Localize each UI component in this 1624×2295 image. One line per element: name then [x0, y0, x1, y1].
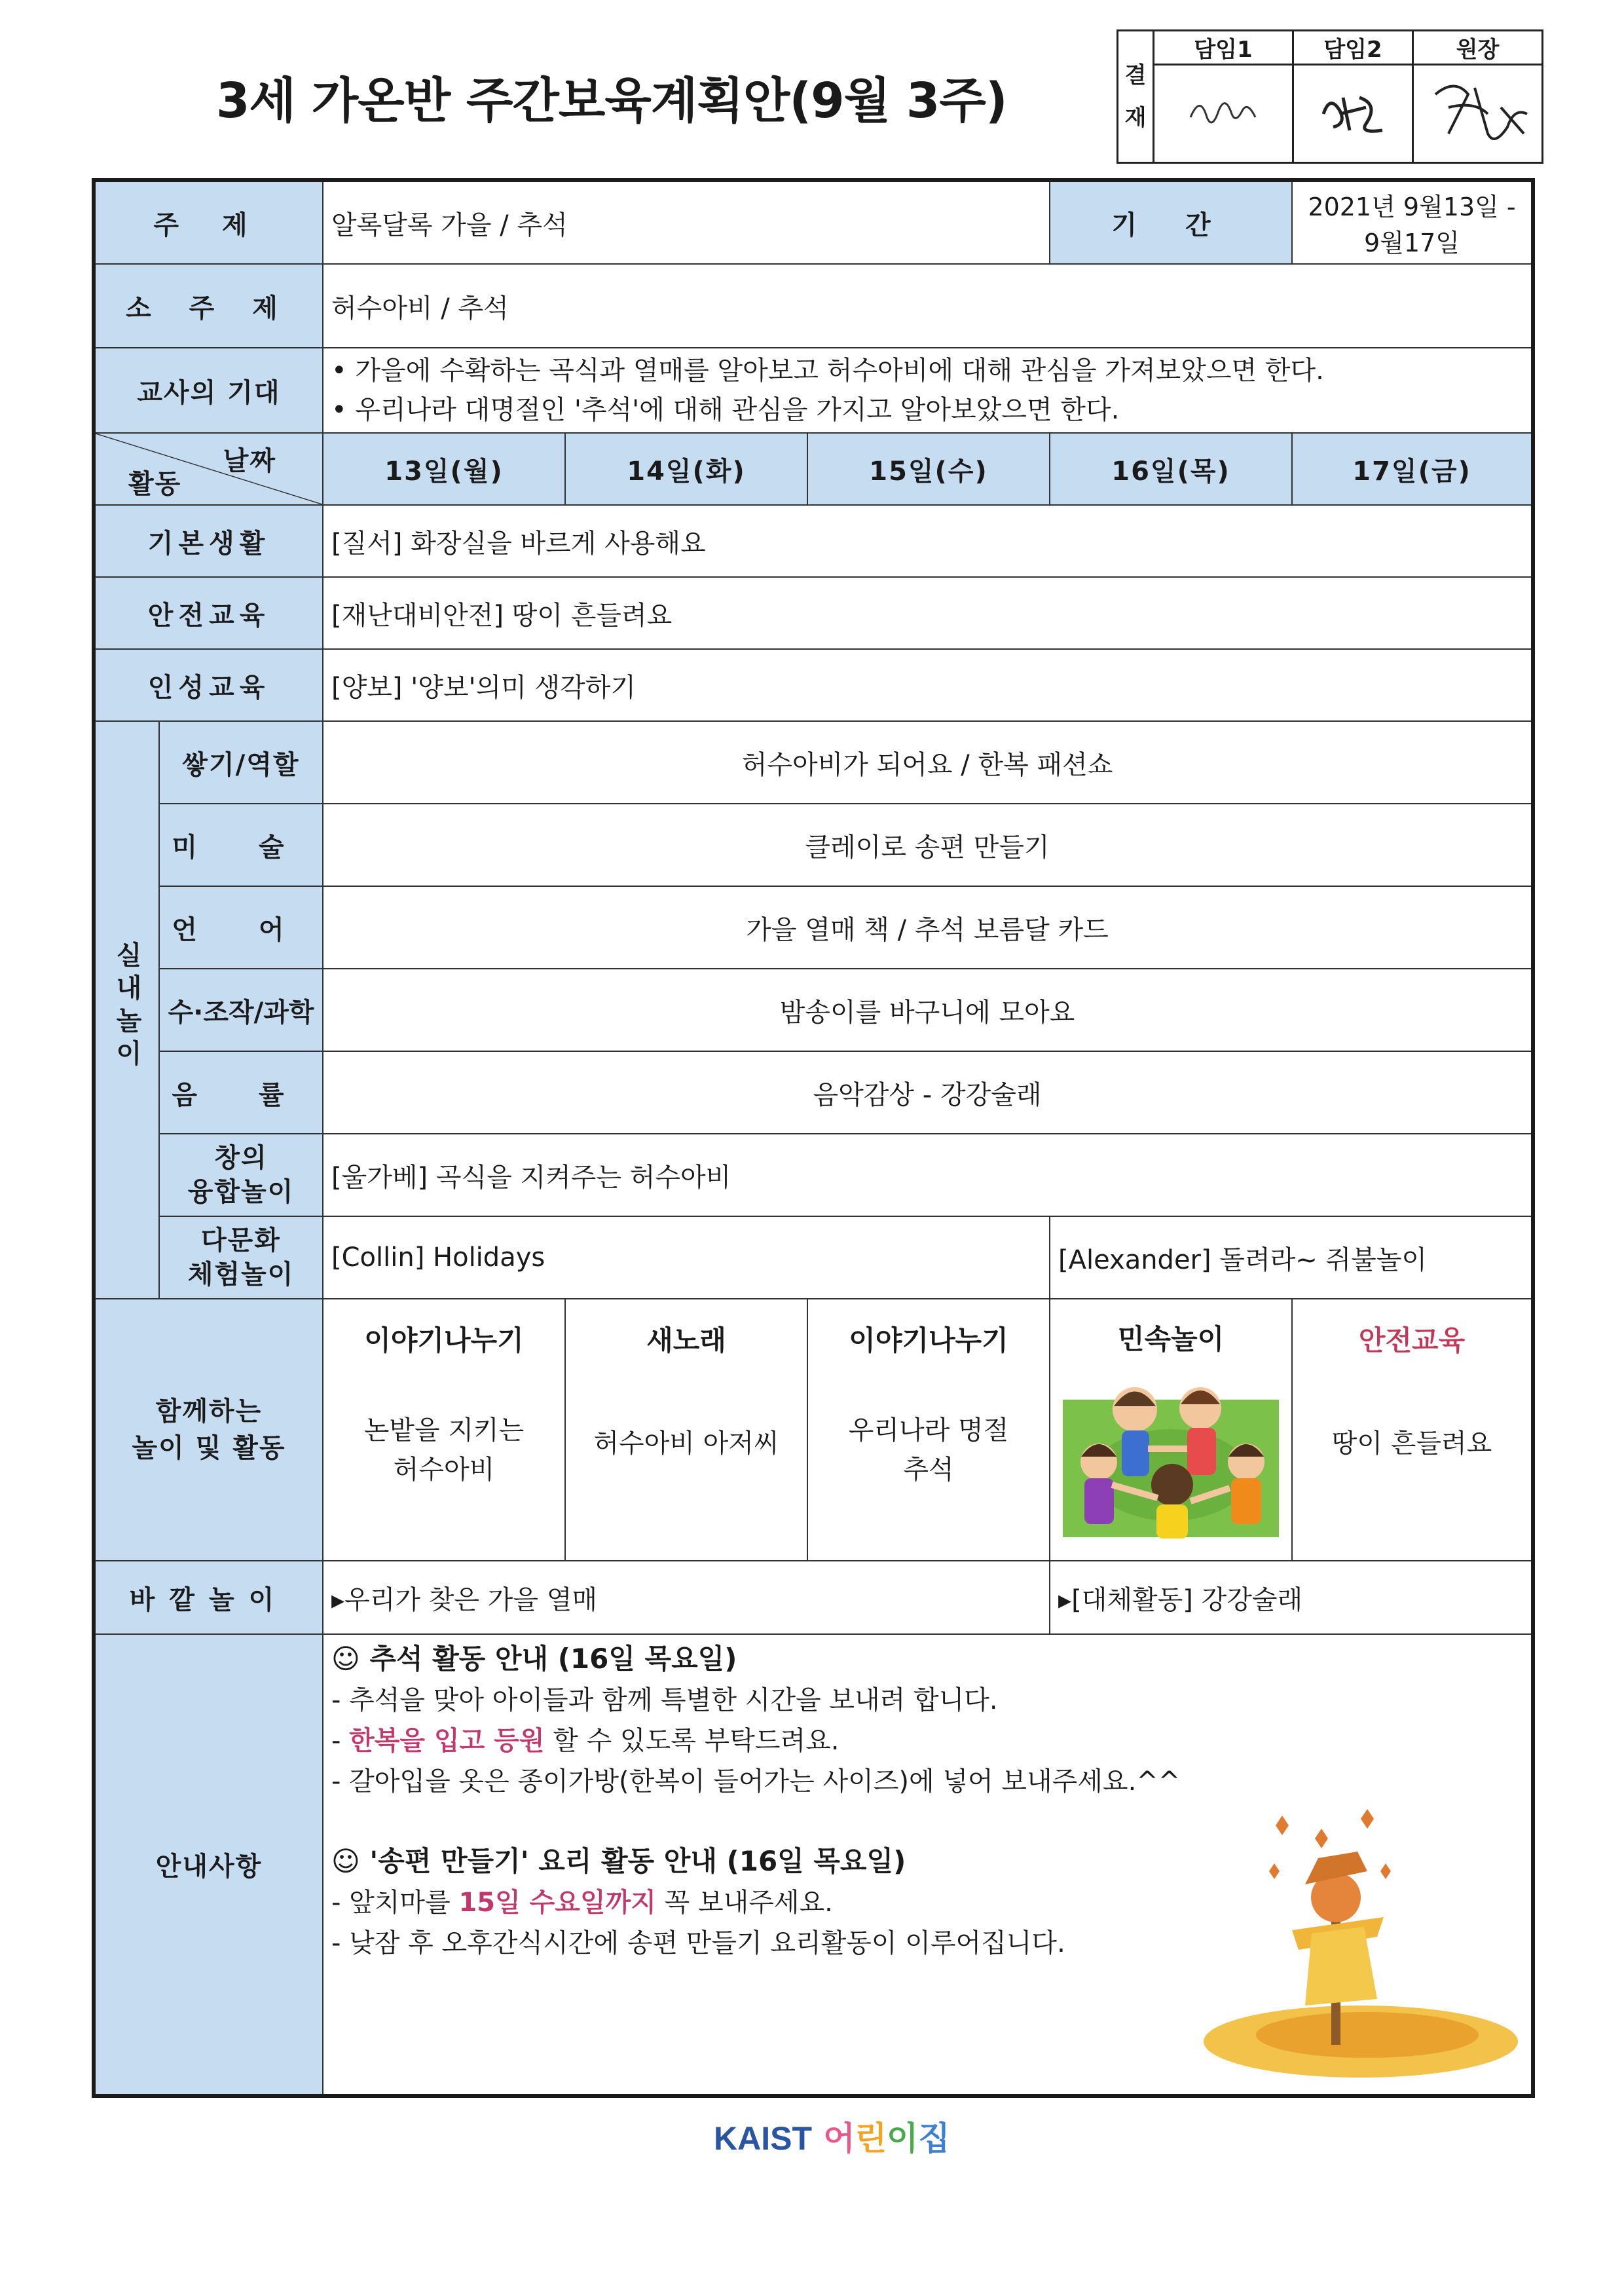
signature-3-scribble	[1422, 68, 1534, 153]
multicultural-label-line-1: 다문화	[201, 1225, 281, 1256]
day-4: 16일(목)	[1050, 433, 1292, 505]
outdoor-value-right: ▸[대체활동] 강강술래	[1050, 1561, 1533, 1634]
together-desc-5: 땅이 흔들려요	[1331, 1428, 1492, 1459]
approval-role-2: 담임2	[1293, 31, 1413, 65]
folk-game-illustration	[1060, 1370, 1282, 1540]
expect-line-1: • 가을에 수확하는 곡식과 열매를 알아보고 허수아비에 대해 관심을 가져보았으면 한다.	[331, 356, 1324, 386]
indoor-label-3: 언 어	[159, 886, 323, 969]
indoor-play-label	[94, 721, 159, 1299]
creative-value: [울가베] 곡식을 지켜주는 허수아비	[323, 1134, 1533, 1216]
notice-head-1: ☺ 추석 활동 안내 (16일 목요일)	[331, 1643, 737, 1675]
expect-line-2: • 우리나라 대명절인 '추석'에 대해 관심을 가지고 알아보았으면 한다.	[331, 395, 1120, 425]
notice-line-2b: - 낮잠 후 오후간식시간에 송편 만들기 요리활동이 이루어집니다.	[331, 1928, 1065, 1959]
character-value: [양보] '양보'의미 생각하기	[323, 649, 1533, 721]
day-5: 17일(금)	[1292, 433, 1533, 505]
indoor-value-5: 음악감상 - 강강술래	[323, 1051, 1533, 1134]
notice-line-2a-rest: 꼭 보내주세요.	[655, 1888, 833, 1918]
together-cell-2	[565, 1299, 807, 1561]
together-desc-1: 논밭을 지키는 허수아비	[363, 1415, 525, 1485]
logo-char-1: 어	[823, 2119, 855, 2157]
page-title: 3세 가온반 주간보육계획안(9월 3주)	[216, 73, 1007, 129]
notice-line-2a-pre: - 앞치마를	[331, 1888, 459, 1918]
together-title-3: 이야기나누기	[849, 1324, 1008, 1356]
date-activity-header	[94, 433, 323, 505]
creative-label	[159, 1134, 323, 1216]
character-label: 인성교육	[94, 649, 323, 721]
together-cell-4	[1050, 1299, 1292, 1561]
approval-role-3: 원장	[1413, 31, 1543, 65]
approval-side-label: 결 재	[1118, 31, 1154, 163]
together-label-line-1: 함께하는	[155, 1396, 263, 1427]
indoor-value-3: 가을 열매 책 / 추석 보름달 카드	[323, 886, 1533, 969]
together-cell-1	[323, 1299, 565, 1561]
period-label: 기 간	[1050, 180, 1292, 264]
creative-label-line-2: 융합놀이	[187, 1177, 295, 1207]
safety-label: 안전교육	[94, 577, 323, 649]
multicultural-value-left: [Collin] Holidays	[323, 1216, 1050, 1299]
together-label-line-2: 놀이 및 활동	[132, 1433, 286, 1463]
subtheme-value: 허수아비 / 추석	[323, 264, 1533, 348]
multicultural-label-line-2: 체험놀이	[187, 1259, 295, 1290]
notice-content	[323, 1634, 1533, 2096]
notice-highlight-date: 15일 수요일까지	[458, 1888, 656, 1918]
logo-char-4: 집	[918, 2119, 950, 2157]
day-1: 13일(월)	[323, 433, 565, 505]
logo-char-3: 이	[887, 2119, 919, 2157]
notice-label: 안내사항	[94, 1634, 323, 2096]
basic-life-label: 기본생활	[94, 505, 323, 577]
creative-label-line-1: 창의	[214, 1143, 268, 1173]
indoor-label-1: 쌓기/역할	[159, 721, 323, 804]
indoor-value-4: 밤송이를 바구니에 모아요	[323, 969, 1533, 1051]
together-desc-2: 허수아비 아저씨	[593, 1428, 779, 1459]
logo-kaist-text: KAIST	[714, 2120, 812, 2157]
activity-header-label: 활동	[128, 469, 182, 499]
period-value: 2021년 9월13일 - 9월17일	[1292, 180, 1533, 264]
indoor-label-2: 미 술	[159, 804, 323, 886]
theme-value: 알록달록 가을 / 추석	[323, 180, 1050, 264]
together-title-2: 새노래	[646, 1324, 726, 1356]
approval-box	[1116, 29, 1543, 164]
together-title-5: 안전교육	[1358, 1324, 1466, 1356]
together-cell-3	[807, 1299, 1050, 1561]
together-cell-5	[1292, 1299, 1533, 1561]
notice-line-1c: - 갈아입을 옷은 종이가방(한복이 들어가는 사이즈)에 넣어 보내주세요.^^	[331, 1766, 1181, 1797]
kaist-daycare-logo	[714, 2112, 950, 2159]
indoor-value-1: 허수아비가 되어요 / 한복 패션쇼	[323, 721, 1533, 804]
indoor-value-2: 클레이로 송편 만들기	[323, 804, 1533, 886]
day-3: 15일(수)	[807, 433, 1050, 505]
approval-role-1: 담임1	[1154, 31, 1293, 65]
subtheme-label: 소 주 제	[94, 264, 323, 348]
signature-2	[1293, 65, 1413, 163]
basic-life-value: [질서] 화장실을 바르게 사용해요	[323, 505, 1533, 577]
signature-1	[1154, 65, 1293, 163]
theme-label: 주 제	[94, 180, 323, 264]
notice-line-1a: - 추석을 맞아 아이들과 함께 특별한 시간을 보내려 합니다.	[331, 1685, 998, 1716]
safety-value: [재난대비안전] 땅이 흔들려요	[323, 577, 1533, 649]
indoor-label-5: 음 률	[159, 1051, 323, 1134]
notice-line-1b-rest: 할 수 있도록 부탁드려요.	[544, 1726, 840, 1757]
outdoor-label: 바깥놀이	[94, 1561, 323, 1634]
together-title-4: 민속놀이	[1117, 1323, 1225, 1355]
multicultural-label	[159, 1216, 323, 1299]
outdoor-value-left: ▸우리가 찾은 가을 열매	[323, 1561, 1050, 1634]
logo-char-2: 린	[855, 2119, 887, 2157]
notice-highlight-hanbok: 한복을 입고 등원	[349, 1726, 545, 1757]
together-desc-3: 우리나라 명절 추석	[848, 1415, 1009, 1485]
expect-value	[323, 348, 1533, 433]
signature-1-scribble	[1184, 84, 1263, 137]
day-2: 14일(화)	[565, 433, 807, 505]
indoor-play-label-text: 실내놀이	[111, 941, 142, 1072]
together-label	[94, 1299, 323, 1561]
notice-line-1b: - 한복을 입고 등원 할 수 있도록 부탁드려요.	[331, 1726, 840, 1757]
together-title-1: 이야기나누기	[364, 1324, 524, 1356]
signature-2-scribble	[1314, 78, 1392, 143]
weekly-plan-table	[92, 178, 1535, 2098]
multicultural-value-right: [Alexander] 돌려라~ 쥐불놀이	[1050, 1216, 1533, 1299]
indoor-label-4: 수·조작/과학	[159, 969, 323, 1051]
scarecrow-illustration	[1164, 1799, 1518, 2081]
notice-head-2: ☺ '송편 만들기' 요리 활동 안내 (16일 목요일)	[331, 1845, 906, 1878]
date-header-label: 날짜	[223, 446, 276, 476]
expect-label: 교사의 기대	[94, 348, 323, 433]
signature-3	[1413, 65, 1543, 163]
